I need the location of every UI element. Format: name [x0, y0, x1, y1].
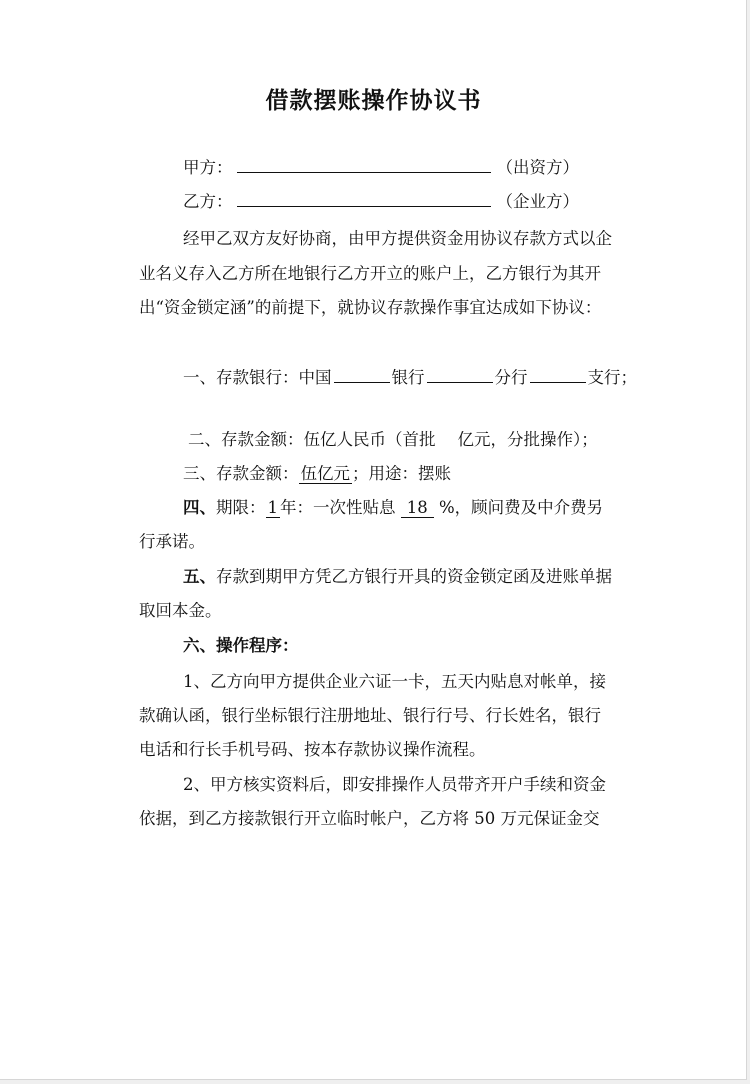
party-a-suffix: （出资方）: [496, 158, 579, 177]
item-3-prefix: 三、存款金额：: [183, 464, 299, 483]
step-2-line-1: 2、甲方核实资料后，即安排操作人员带齐开户手续和资金: [183, 775, 606, 794]
item-2-suffix: 亿元，分批操作）；: [457, 430, 598, 449]
step-2-line-2: 依据，到乙方接款银行开立临时帐户，乙方将 50 万元保证金交: [139, 809, 600, 828]
party-a-label: 甲方：: [183, 158, 233, 177]
branch-name-blank: [427, 368, 493, 383]
item-4-mid: 年：一次性贴息: [280, 498, 396, 517]
item-4-years: 1: [267, 498, 278, 517]
intro-line-2: 业名义存入乙方所在地银行乙方开立的账户上，乙方银行为其开: [139, 264, 601, 283]
step-1-line-1: 1、乙方向甲方提供企业六证一卡，五天内贴息对帐单，接: [183, 672, 606, 691]
document-title: 借款摆账操作协议书: [265, 87, 482, 114]
party-b-line: [183, 192, 579, 212]
item-4-label: 四、: [183, 498, 216, 517]
step-1-line-2: 款确认函，银行坐标银行注册地址、银行行号、行长姓名，银行: [139, 706, 601, 725]
item-2-prefix: 二、存款金额：伍亿人民币（首批: [188, 430, 436, 449]
party-a-line: [183, 158, 579, 178]
item-3-amount: 伍亿元: [300, 464, 350, 483]
item-1-branch: 分行: [494, 368, 528, 387]
intro-line-3: 出“资金锁定涵”的前提下，就协议存款操作事宜达成如下协议：: [139, 298, 602, 317]
item-5-label: 五、: [183, 567, 216, 586]
item-3-suffix: ；用途：摆账: [352, 464, 451, 483]
item-5-line: [183, 567, 612, 587]
party-b-blank: [237, 192, 491, 207]
item-1-bank: 银行: [391, 368, 425, 387]
item-4-rate: 18: [401, 498, 434, 518]
item-6-heading: 六、操作程序：: [183, 636, 299, 655]
item-1-prefix: 一、存款银行：中国: [183, 368, 332, 387]
item-5-line-2: 取回本金。: [139, 601, 222, 620]
item-4-line: [183, 498, 603, 518]
intro-line-1: 经甲乙双方友好协商，由甲方提供资金用协议存款方式以企: [183, 229, 612, 248]
item-5-text: 存款到期甲方凭乙方银行开具的资金锁定函及进账单据: [216, 567, 612, 586]
item-4-prefix: 期限：: [216, 498, 266, 517]
party-b-suffix: （企业方）: [496, 192, 579, 211]
item-2-line: [188, 430, 598, 450]
item-1-line: [183, 368, 637, 388]
bank-name-blank: [334, 368, 390, 383]
step-1-line-3: 电话和行长手机号码、按本存款协议操作流程。: [139, 740, 486, 759]
party-b-label: 乙方：: [183, 192, 233, 211]
item-4-line-2: 行承诺。: [139, 532, 205, 551]
sub-branch-name-blank: [530, 368, 586, 383]
item-1-sub-branch: 支行；: [587, 368, 637, 387]
item-3-line: [183, 464, 451, 484]
party-a-blank: [237, 158, 491, 173]
item-4-suffix: %，顾问费及中介费另: [439, 498, 604, 517]
